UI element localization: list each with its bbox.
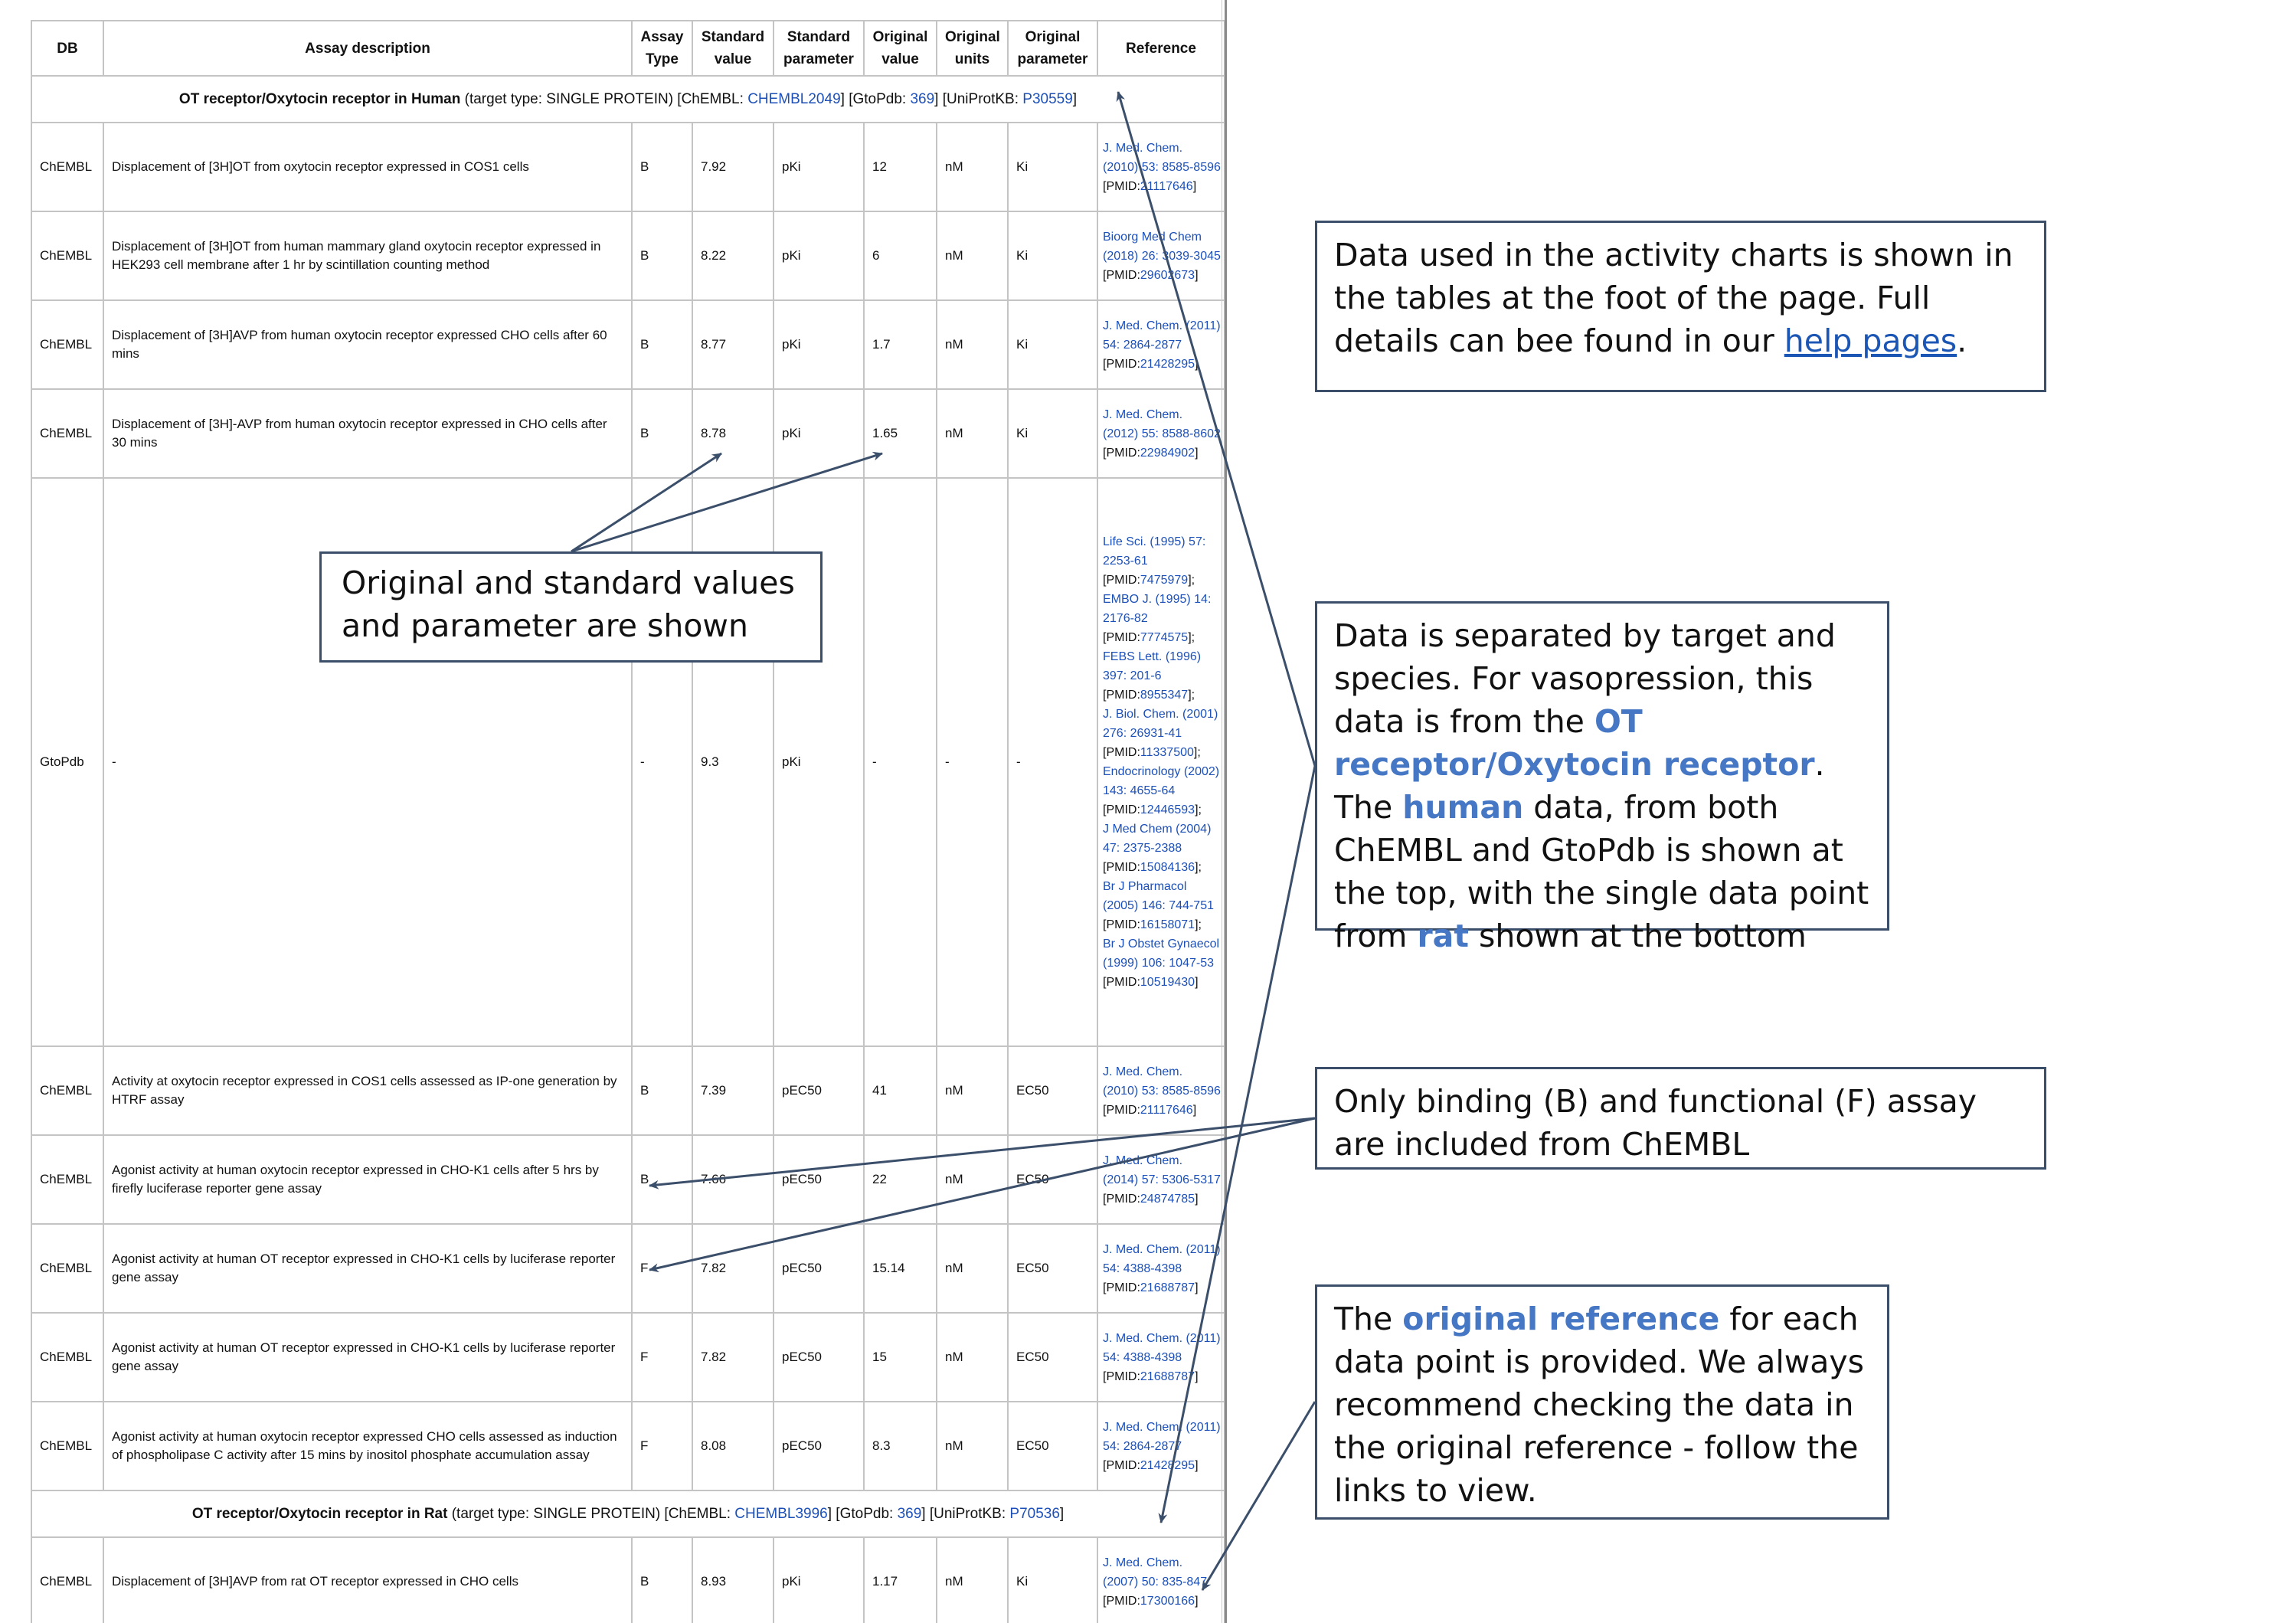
original-value-cell: - [864,478,937,1046]
pmid-label: [PMID:21428295] [1103,357,1199,371]
chembl-link[interactable]: CHEMBL3996 [734,1505,828,1522]
reference-link[interactable]: J Med Chem (2004) 47: 2375-2388 [1103,823,1212,855]
assay-type-cell: B [632,1046,692,1135]
assay-description-cell: Displacement of [3H]OT from human mammary gland oxytocin receptor expressed in HEK293 cell membrane after 1 hr by scintillation counting method [103,211,632,300]
pmid-label: [PMID:21688787] [1103,1369,1199,1383]
standard-parameter-cell: pEC50 [774,1402,864,1490]
pmid-label: [PMID:7774575]; [1103,631,1195,644]
original-parameter-cell: - [1008,478,1097,1046]
reference-link[interactable]: J. Med. Chem. (2011) 54: 4388-4398 [1103,1331,1221,1364]
reference-cell [1097,389,1225,478]
header-original-units: Original units [937,21,1008,76]
header-standard-value: Standard value [692,21,774,76]
assay-description-cell: Agonist activity at human oxytocin receptor expressed in CHO-K1 cells after 5 hrs by firefly luciferase reporter gene assay [103,1135,632,1224]
assay-type-cell: B [632,300,692,389]
pmid-link[interactable]: 21688787 [1140,1369,1195,1383]
highlight-ot-receptor: OT receptor/Oxytocin receptor [1334,703,1815,783]
standard-value-cell: 7.66 [692,1135,774,1224]
pmid-link[interactable]: 29602673 [1140,268,1195,282]
standard-value-cell: 8.78 [692,389,774,478]
pmid-link[interactable]: 24874785 [1140,1192,1195,1206]
reference-cell [1097,478,1225,1046]
standard-parameter-cell: pEC50 [774,1224,864,1313]
table-row [31,123,1225,211]
table-row [31,1046,1225,1135]
standard-value-cell: 7.39 [692,1046,774,1135]
reference-link[interactable]: J. Med. Chem. (2010) 53: 8585-8596 [1103,141,1221,174]
original-units-cell: - [937,478,1008,1046]
pmid-label: [PMID:7475979]; [1103,574,1195,587]
db-cell: GtoPdb [31,478,103,1046]
pmid-label: [PMID:21688787] [1103,1281,1199,1294]
table-row [31,211,1225,300]
standard-parameter-cell: pKi [774,478,864,1046]
pmid-link[interactable]: 12446593 [1140,803,1195,816]
table-header-row [31,21,1225,76]
highlight-human: human [1402,789,1524,826]
original-units-cell: nM [937,1402,1008,1490]
table-row [31,389,1225,478]
standard-parameter-cell: pEC50 [774,1046,864,1135]
reference-cell [1097,123,1225,211]
table-row [31,1135,1225,1224]
header-reference: Reference [1097,21,1225,76]
original-value-cell: 41 [864,1046,937,1135]
pmid-link[interactable]: 21688787 [1140,1281,1195,1294]
db-cell: ChEMBL [31,1046,103,1135]
gtopdb-link[interactable]: 369 [897,1505,922,1522]
pmid-label: [PMID:21117646] [1103,1103,1197,1117]
assay-description-cell: Displacement of [3H]AVP from human oxytocin receptor expressed CHO cells after 60 mins [103,300,632,389]
assay-type-cell: B [632,1135,692,1224]
original-units-cell: nM [937,1537,1008,1623]
pmid-link[interactable]: 15084136 [1140,861,1195,874]
original-units-cell: nM [937,1224,1008,1313]
db-cell: ChEMBL [31,1135,103,1224]
original-parameter-cell: Ki [1008,211,1097,300]
callout-activity-charts: Data used in the activity charts is shown in the tables at the foot of the page. Full details can bee found in our help pages. [1315,221,2046,392]
assay-description-cell: Agonist activity at human oxytocin receptor expressed CHO cells assessed as induction of phospholipase C activity after 15 mins by inositol phosphate accumulation assay [103,1402,632,1490]
assay-type-cell: F [632,1402,692,1490]
original-units-cell: nM [937,1135,1008,1224]
pmid-link[interactable]: 17300166 [1140,1594,1195,1608]
activity-data-table [31,20,1225,1623]
assay-description-cell: Displacement of [3H]AVP from rat OT receptor expressed in CHO cells [103,1537,632,1623]
original-units-cell: nM [937,1313,1008,1402]
pmid-link[interactable]: 21117646 [1140,179,1193,193]
pmid-link[interactable]: 21428295 [1140,1458,1195,1472]
original-units-cell: nM [937,123,1008,211]
reference-link[interactable]: Br J Obstet Gynaecol (1999) 106: 1047-53 [1103,937,1220,970]
standard-parameter-cell: pKi [774,1537,864,1623]
page-divider [1225,0,1227,1623]
pmid-label: [PMID:17300166] [1103,1594,1199,1608]
reference-link[interactable]: J. Med. Chem. (2011) 54: 2864-2877 [1103,1420,1221,1453]
original-parameter-cell: Ki [1008,123,1097,211]
table-row [31,1224,1225,1313]
reference-link[interactable]: J. Med. Chem. (2011) 54: 2864-2877 [1103,319,1221,352]
pmid-link[interactable]: 8955347 [1140,689,1189,702]
assay-type-cell: - [632,478,692,1046]
original-parameter-cell: Ki [1008,389,1097,478]
gtopdb-link[interactable]: 369 [910,90,935,107]
original-value-cell: 1.17 [864,1537,937,1623]
original-value-cell: 6 [864,211,937,300]
reference-link[interactable]: Endocrinology (2002) 143: 4655-64 [1103,765,1220,797]
pmid-link[interactable]: 7774575 [1140,631,1189,644]
callout-separated-by-target: Data is separated by target and species. For vasopression, this data is from the OT receptor/Oxytocin receptor. The human data, from both ChEMBL and GtoPdb is shown at the top, with the single data point from rat shown at the bottom [1315,601,1889,931]
pmid-label: [PMID:21117646] [1103,179,1197,193]
reference-link[interactable]: Bioorg Med Chem (2018) 26: 3039-3045 [1103,230,1221,263]
original-units-cell: nM [937,1046,1008,1135]
original-value-cell: 22 [864,1135,937,1224]
standard-value-cell: 7.92 [692,123,774,211]
reference-cell [1097,1402,1225,1490]
header-db: DB [31,21,103,76]
original-units-cell: nM [937,389,1008,478]
pmid-label: [PMID:8955347]; [1103,689,1195,702]
header-original-value: Original value [864,21,937,76]
pmid-link[interactable]: 16158071 [1140,918,1195,931]
original-parameter-cell: EC50 [1008,1402,1097,1490]
header-assay-type: Assay Type [632,21,692,76]
original-value-cell: 12 [864,123,937,211]
reference-cell [1097,211,1225,300]
reference-link[interactable]: J. Med. Chem. (2007) 50: 835-847 [1103,1556,1208,1589]
pmid-link[interactable]: 21117646 [1140,1103,1193,1117]
pmid-link[interactable]: 11337500 [1140,746,1194,759]
assay-description-cell: Activity at oxytocin receptor expressed in COS1 cells assessed as IP-one generation by HTRF assay [103,1046,632,1135]
assay-type-cell: F [632,1313,692,1402]
highlight-rat: rat [1417,918,1469,954]
reference-link[interactable]: J. Med. Chem. (2010) 53: 8585-8596 [1103,1065,1221,1098]
reference-link[interactable]: J. Biol. Chem. (2001) 276: 26931-41 [1103,708,1218,740]
pmid-label: [PMID:16158071]; [1103,918,1202,931]
assay-type-cell: B [632,1537,692,1623]
target-header-rat: OT receptor/Oxytocin receptor in Rat (target type: SINGLE PROTEIN) [ChEMBL: CHEMBL3996] [GtoPdb: 369] [UniProtKB: P70536] [31,1490,1225,1537]
pmid-label: [PMID:11337500]; [1103,746,1201,759]
header-standard-parameter: Standard parameter [774,21,864,76]
pmid-link[interactable]: 21428295 [1140,357,1195,371]
assay-description-cell: - [103,478,632,1046]
callout-binding-functional: Only binding (B) and functional (F) assay are included from ChEMBL [1315,1067,2046,1170]
original-value-cell: 15.14 [864,1224,937,1313]
pmid-link[interactable]: 22984902 [1140,446,1195,460]
original-parameter-cell: EC50 [1008,1046,1097,1135]
table-row [31,1402,1225,1490]
original-parameter-cell: Ki [1008,1537,1097,1623]
reference-cell [1097,300,1225,389]
standard-value-cell: 8.93 [692,1537,774,1623]
reference-link[interactable]: Life Sci. (1995) 57: 2253-61 [1103,535,1206,568]
uniprot-link[interactable]: P30559 [1022,90,1073,107]
table-row [31,1537,1225,1623]
help-pages-link[interactable]: help pages [1784,322,1957,359]
db-cell: ChEMBL [31,1537,103,1623]
pmid-label: [PMID:10519430] [1103,976,1199,989]
reference-link[interactable]: J. Med. Chem. (2011) 54: 4388-4398 [1103,1242,1221,1275]
db-cell: ChEMBL [31,1224,103,1313]
standard-parameter-cell: pKi [774,211,864,300]
db-cell: ChEMBL [31,123,103,211]
pmid-label: [PMID:22984902] [1103,446,1199,460]
db-cell: ChEMBL [31,300,103,389]
db-cell: ChEMBL [31,1402,103,1490]
original-units-cell: nM [937,300,1008,389]
reference-cell [1097,1135,1225,1224]
standard-value-cell: 8.08 [692,1402,774,1490]
reference-link[interactable]: Br J Pharmacol (2005) 146: 744-751 [1103,880,1214,912]
original-value-cell: 15 [864,1313,937,1402]
callout-values: Original and standard values and parameter are shown [319,551,823,663]
callout-original-reference: The original reference for each data point is provided. We always recommend checking the data in the original reference - follow the links to view. [1315,1284,1889,1520]
reference-link[interactable]: FEBS Lett. (1996) 397: 201-6 [1103,650,1202,682]
original-value-cell: 1.65 [864,389,937,478]
reference-cell [1097,1313,1225,1402]
original-parameter-cell: EC50 [1008,1135,1097,1224]
pmid-label: [PMID:12446593]; [1103,803,1202,816]
chembl-link[interactable]: CHEMBL2049 [747,90,841,107]
standard-value-cell: 8.22 [692,211,774,300]
assay-description-cell: Agonist activity at human OT receptor expressed in CHO-K1 cells by luciferase reporter gene assay [103,1224,632,1313]
assay-type-cell: B [632,123,692,211]
standard-parameter-cell: pKi [774,300,864,389]
reference-cell [1097,1537,1225,1623]
reference-link[interactable]: EMBO J. (1995) 14: 2176-82 [1103,593,1212,625]
standard-value-cell: 8.77 [692,300,774,389]
highlight-original-reference: original reference [1402,1301,1720,1337]
uniprot-link[interactable]: P70536 [1009,1505,1060,1522]
assay-description-cell: Agonist activity at human OT receptor expressed in CHO-K1 cells by luciferase reporter gene assay [103,1313,632,1402]
table-row [31,1313,1225,1402]
original-units-cell: nM [937,211,1008,300]
standard-parameter-cell: pEC50 [774,1135,864,1224]
original-parameter-cell: EC50 [1008,1224,1097,1313]
pmid-link[interactable]: 10519430 [1140,976,1195,989]
original-parameter-cell: EC50 [1008,1313,1097,1402]
reference-link[interactable]: J. Med. Chem. (2014) 57: 5306-5317 [1103,1153,1221,1186]
pmid-link[interactable]: 7475979 [1140,574,1189,587]
pmid-label: [PMID:24874785] [1103,1192,1199,1206]
assay-type-cell: F [632,1224,692,1313]
reference-link[interactable]: J. Med. Chem. (2012) 55: 8588-8602 [1103,407,1221,440]
pmid-label: [PMID:21428295] [1103,1458,1199,1472]
target-header-human: OT receptor/Oxytocin receptor in Human (target type: SINGLE PROTEIN) [ChEMBL: CHEMBL2049] [GtoPdb: 369] [UniProtKB: P30559] [31,76,1225,123]
assay-type-cell: B [632,211,692,300]
assay-description-cell: Displacement of [3H]OT from oxytocin receptor expressed in COS1 cells [103,123,632,211]
assay-type-cell: B [632,389,692,478]
reference-cell [1097,1224,1225,1313]
standard-value-cell: 7.82 [692,1313,774,1402]
standard-parameter-cell: pKi [774,389,864,478]
db-cell: ChEMBL [31,1313,103,1402]
assay-description-cell: Displacement of [3H]-AVP from human oxytocin receptor expressed in CHO cells after 30 mins [103,389,632,478]
original-value-cell: 1.7 [864,300,937,389]
original-value-cell: 8.3 [864,1402,937,1490]
pmid-label: [PMID:29602673] [1103,268,1199,282]
original-parameter-cell: Ki [1008,300,1097,389]
table-row [31,300,1225,389]
db-cell: ChEMBL [31,389,103,478]
pmid-label: [PMID:15084136]; [1103,861,1202,874]
header-assay-description: Assay description [103,21,632,76]
reference-cell [1097,1046,1225,1135]
standard-value-cell: 7.82 [692,1224,774,1313]
standard-parameter-cell: pKi [774,123,864,211]
db-cell: ChEMBL [31,211,103,300]
standard-value-cell: 9.3 [692,478,774,1046]
header-original-parameter: Original parameter [1008,21,1097,76]
standard-parameter-cell: pEC50 [774,1313,864,1402]
